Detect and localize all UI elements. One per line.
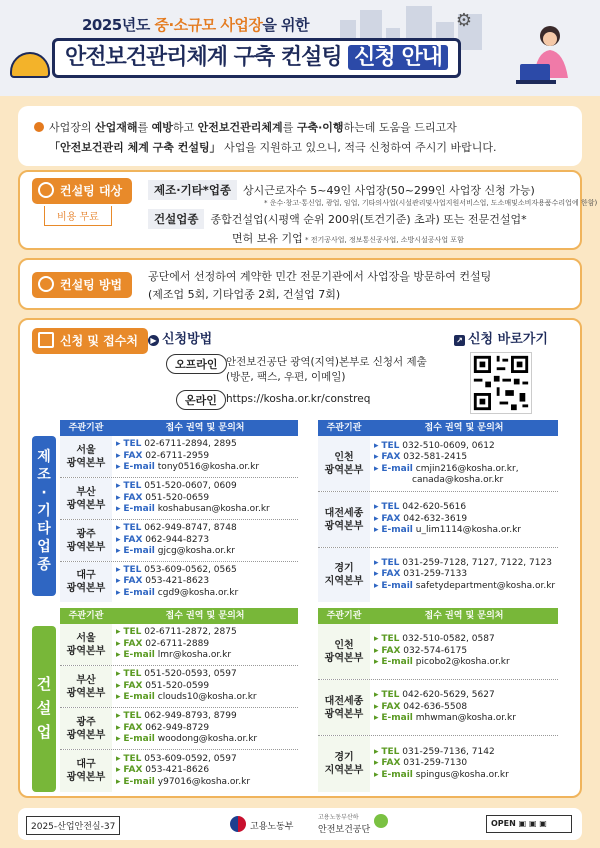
target-row-construction: 건설업종 종합건설업(시평액 순위 200위(토건기준) 초과) 또는 전문건설업*	[148, 209, 527, 229]
table-row: 대전세종 광역본부 ▸ TEL 042-620-5616 ▸ FAX 042-632-3619 ▸ E-mail u_lim1114@kosha.or.kr	[318, 492, 558, 548]
table-row: 광주 광역본부 ▸ TEL 062-949-8793, 8799 ▸ FAX 062-949-8729 ▸ E-mail woodong@kosha.or.kr	[60, 708, 298, 750]
table-row: 부산 광역본부 ▸ TEL 051-520-0593, 0597 ▸ FAX 051-520-0599 ▸ E-mail clouds10@kosha.or.kr	[60, 666, 298, 708]
method-text: 공단에서 선정하여 계약한 민간 전문기관에서 사업장을 방문하여 컨설팅 (제조업 5회, 기타업종 2회, 건설업 7회)	[148, 270, 492, 301]
table-row: 대구 광역본부 ▸ TEL 053-609-0562, 0565 ▸ FAX 053-421-8623 ▸ E-mail cgd9@kosha.or.kr	[60, 562, 298, 602]
offline-label: 오프라인	[166, 354, 227, 374]
gear-icon: ⚙	[455, 10, 472, 31]
bullet-icon	[34, 122, 44, 132]
construction-table-left	[60, 608, 298, 792]
footer	[18, 808, 582, 840]
target-row-manufacturing: 제조·기타*업종 상시근로자수 5~49인 사업장(50~299인 사업장 신청 가능)	[148, 180, 535, 200]
consulting-target-section	[18, 170, 598, 250]
manufacturing-table-right	[318, 420, 558, 602]
target-note-manufacturing: * 운수·창고·통신업, 광업, 임업, 기타의사업(시설관리및사업지원서비스업, 도소매및소비자용품수리업에 한함)	[264, 199, 598, 207]
table-row: 서울 광역본부 ▸ TEL 02-6711-2872, 2875 ▸ FAX 02-6711-2889 ▸ E-mail lmr@kosha.or.kr	[60, 624, 298, 666]
table-header: 주관기관 접수 권역 및 문의처	[318, 608, 558, 624]
intro-line-1: 사업장의 산업재해를 예방하고 안전보건관리체계를 구축·이행하는데 도움을 드리고자	[34, 118, 564, 138]
target-row-construction-2: 면허 보유 기업 * 전기공사업, 정보통신공사업, 소방시설공사업 포함	[232, 232, 464, 245]
table-row: 대구 광역본부 ▸ TEL 053-609-0592, 0597 ▸ FAX 053-421-8626 ▸ E-mail y97016@kosha.or.kr	[60, 750, 298, 792]
person-laptop-illustration	[510, 18, 582, 90]
offline-text: 안전보건공단 광역(지역)본부로 신청서 제출 (방문, 팩스, 우편, 이메일)	[226, 356, 427, 383]
intro-section	[18, 106, 582, 166]
table-header: 주관기관 접수 권역 및 문의처	[60, 608, 298, 624]
agency-name: 안전보건공단	[318, 825, 371, 835]
document-icon	[38, 332, 54, 348]
agency-logo-icon	[374, 814, 388, 828]
person-icon	[38, 182, 54, 198]
publication-code: 2025-산업안전실-37	[26, 816, 120, 835]
table-row: 인천 광역본부 ▸ TEL 032-510-0609, 0612 ▸ FAX 032-581-2415 ▸ E-mail cmjin216@kosha.or.kr, canada@kosha.or.kr	[318, 436, 558, 492]
agency-caption: 고용노동부산하	[318, 814, 359, 821]
application-section	[18, 318, 582, 798]
consulting-method-tag: 컨설팅 방법	[32, 272, 132, 298]
intro-line-2: 「안전보건관리 체계 구축 컨설팅」 사업을 지원하고 있으니, 적극 신청하여 주시기 바랍니다.	[49, 141, 497, 154]
table-row: 경기 지역본부 ▸ TEL 031-259-7136, 7142 ▸ FAX 031-259-7130 ▸ E-mail spingus@kosha.or.kr	[318, 736, 558, 792]
safety-helmet-icon	[10, 52, 50, 78]
open-license-badge: OPEN ▣ ▣ ▣	[486, 815, 572, 833]
table-header: 주관기관 접수 권역 및 문의처	[60, 420, 298, 436]
online-label: 온라인	[176, 390, 226, 410]
qr-code[interactable]	[470, 352, 532, 414]
online-url-link[interactable]: https://kosha.or.kr/constreq	[226, 393, 371, 405]
table-header: 주관기관 접수 권역 및 문의처	[318, 420, 558, 436]
free-of-charge-label: 비용 무료	[44, 206, 112, 226]
page-title: 안전보건관리체계 구축 컨설팅 신청 안내	[52, 38, 461, 78]
ministry-emblem-icon	[230, 816, 246, 832]
header-subtitle: 2025년도 중·소규모 사업장을 위한	[82, 16, 310, 34]
play-icon: ▶	[148, 335, 159, 346]
ministry-name: 고용노동부	[250, 822, 294, 832]
check-icon	[38, 276, 54, 292]
consulting-method-section	[18, 258, 582, 310]
external-link-icon: ↗	[454, 335, 465, 346]
table-row: 광주 광역본부 ▸ TEL 062-949-8747, 8748 ▸ FAX 062-944-8273 ▸ E-mail gjcg@kosha.or.kr	[60, 520, 298, 562]
application-tag: 신청 및 접수처	[32, 328, 148, 354]
consulting-target-tag: 컨설팅 대상	[32, 178, 132, 204]
header-banner	[0, 0, 600, 96]
table-row: 인천 광역본부 ▸ TEL 032-510-0582, 0587 ▸ FAX 032-574-6175 ▸ E-mail picobo2@kosha.or.kr	[318, 624, 558, 680]
table-row: 부산 광역본부 ▸ TEL 051-520-0607, 0609 ▸ FAX 051-520-0659 ▸ E-mail koshabusan@kosha.or.kr	[60, 478, 298, 520]
construction-label: 건 설 업	[32, 626, 56, 792]
application-method-heading: ▶ 신청방법	[148, 328, 212, 347]
table-row: 대전세종 광역본부 ▸ TEL 042-620-5629, 5627 ▸ FAX 042-636-5508 ▸ E-mail mhwman@kosha.or.kr	[318, 680, 558, 736]
manufacturing-table-left	[60, 420, 298, 602]
construction-table-right	[318, 608, 558, 792]
shortcut-heading: ↗ 신청 바로가기	[454, 328, 548, 347]
table-row: 서울 광역본부 ▸ TEL 02-6711-2894, 2895 ▸ FAX 02-6711-2959 ▸ E-mail tony0516@kosha.or.kr	[60, 436, 298, 478]
manufacturing-label: 제 조 · 기 타 업 종	[32, 436, 56, 596]
table-row: 경기 지역본부 ▸ TEL 031-259-7128, 7127, 7122, 7123 ▸ FAX 031-259-7133 ▸ E-mail safetydepartment@kosha.or.kr	[318, 548, 558, 602]
